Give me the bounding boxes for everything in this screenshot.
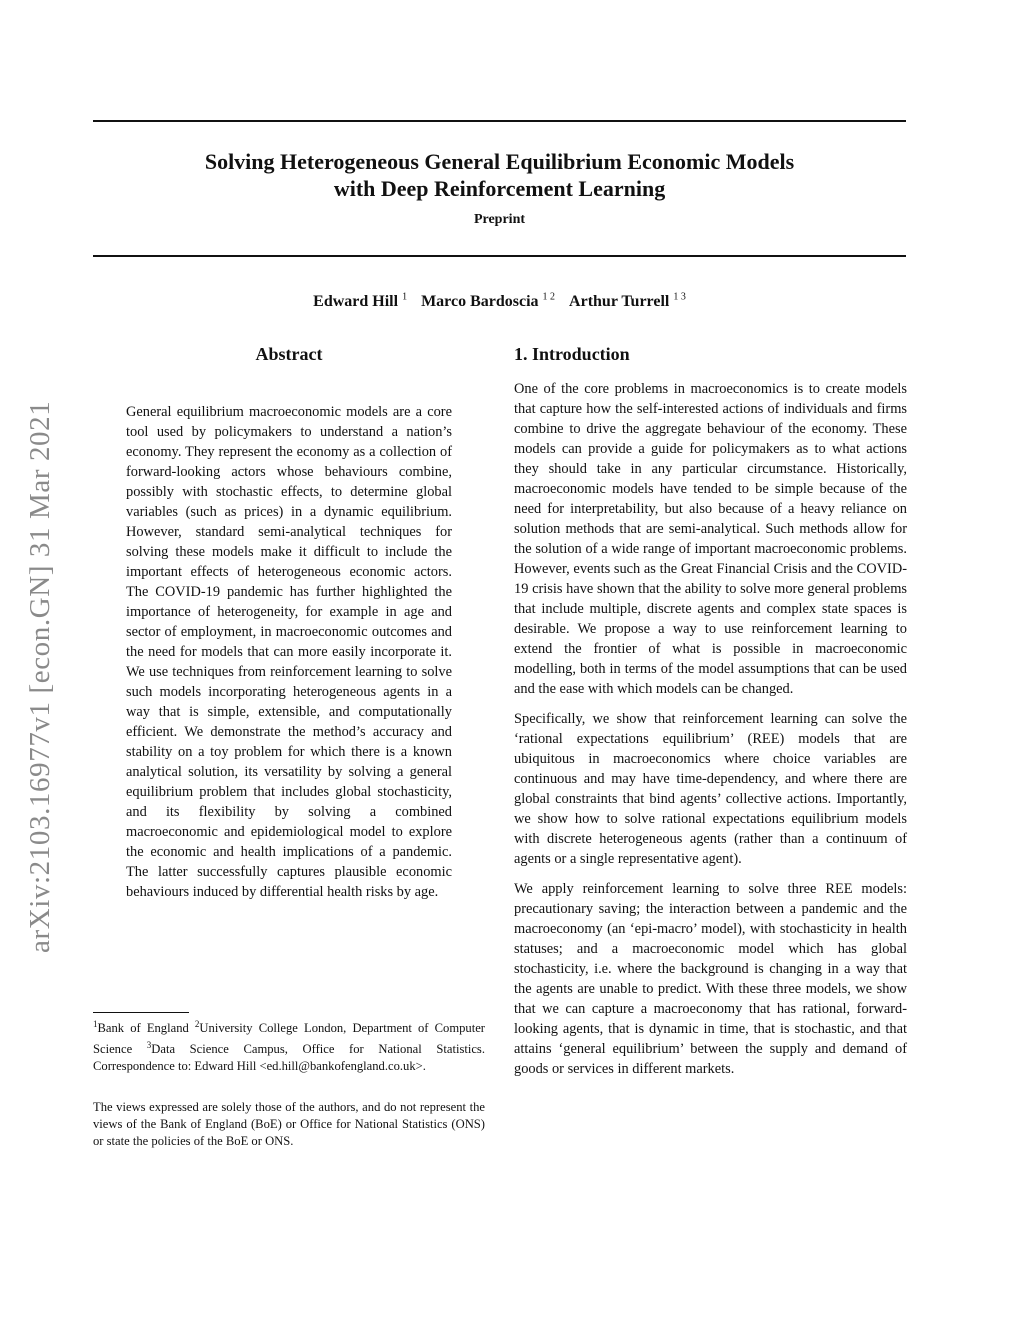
- header-rule-top: [93, 120, 906, 122]
- affiliation-text: Bank of England: [97, 1021, 195, 1036]
- affiliation-mark: 2: [194, 1019, 200, 1029]
- introduction-heading: 1. Introduction: [514, 344, 630, 364]
- introduction-paragraph: Specifically, we show that reinforcement learning can solve the ‘rational expectations equilibrium’ (REE) models that are ubiquitous in macroeconomics where choice variables are continuous and may have time-dependency, and where there are global constraints that bind agents’ collective actions. Importantly, we show how to solve rational expectations equilibrium models with discrete heterogeneous agents (rather than a continuum of agents or a single representative agent).: [514, 711, 907, 867]
- disclaimer-footnote: [93, 1099, 485, 1150]
- author: [313, 293, 407, 310]
- abstract-paragraph: General equilibrium macroeconomic models are a core tool used by policymakers to understand a nation’s economy. They represent the economy as a collection of forward-looking actors whose behaviours combine, possibly with stochastic effects, to determine global variables (such as prices) in a dynamic equilibrium. However, standard semi-analytical techniques for solving these models make it difficult to include the important effects of heterogeneous economic actors. The COVID-19 pandemic has further highlighted the importance of heterogeneity, for example in age and sector of employment, in macroeconomic outcomes and the need for models that can more easily incorporate it. We use techniques from reinforcement learning to solve such models incorporating heterogeneous agents in a way that is simple, extensible, and computationally efficient. We demonstrate the method’s accuracy and stability on a toy problem for which there is a known analytical solution, its versatility by solving a general equilibrium problem that includes global stochasticity, and its flexibility by solving a combined macroeconomic and epidemiological model to explore the economic and health implications of a pandemic. The latter successfully captures plausible economic behaviours induced by differential health risks by age.: [126, 404, 452, 900]
- affiliation-mark: 3: [146, 1040, 152, 1051]
- author-name: Edward Hill: [313, 293, 399, 311]
- author: [569, 293, 686, 310]
- arxiv-stamp: arXiv:2103.16977v1 [econ.GN] 31 Mar 2021: [24, 400, 56, 953]
- affiliation-footnote: [93, 1016, 485, 1075]
- author-affiliation: 1 2: [542, 292, 556, 303]
- affiliation-mark: 1: [93, 1019, 98, 1029]
- affiliation-text: Data Science Campus, Office for National Statistics. Correspondence to: Edward Hill <ed.hill@bankofengland.co.uk>.: [93, 1042, 485, 1074]
- author-name: Marco Bardoscia: [421, 293, 539, 311]
- introduction-body: [514, 379, 907, 1089]
- header-rule-bottom: [93, 255, 906, 257]
- title-line-1: Solving Heterogeneous General Equilibrium Economic Models: [204, 149, 795, 174]
- author-list: [93, 292, 906, 311]
- abstract-heading: Abstract: [255, 344, 323, 364]
- author-affiliation: 1 3: [673, 292, 686, 303]
- author: [421, 293, 555, 310]
- introduction-paragraph: We apply reinforcement learning to solve three REE models: precautionary saving; the interaction between a pandemic and the macroeconomy (an ‘epi-macro’ model), with stochasticity in health statuses; and a macroeconomic model which has global stochasticity, i.e. where the background is changing in a way that the agents are unable to predict. With these three models, we show that we can capture a macroeconomy that has rational, forward-looking agents, that is dynamic in time, that is stochastic, and that attains ‘general equilibrium’ between the supply and demand of goods or services in different markets.: [514, 881, 907, 1077]
- paper-title: [93, 148, 906, 202]
- title-line-2: with Deep Reinforcement Learning: [333, 176, 666, 201]
- introduction-paragraph: One of the core problems in macroeconomics is to create models that capture how the self-interested actions of individuals and firms combine to drive the aggregate behaviour of the economy. These models can provide a guide for policymakers as to what actions they should take in any particular circumstance. Historically, macroeconomic models have tended to be simple because of the need for interpretability, but also because of a heavy reliance on solution methods that are semi-analytical. Such methods allow for the solution of a wide range of important macroeconomic problems. However, events such as the Great Financial Crisis and the COVID-19 crisis have shown that the ability to solve more general problems that include multiple, discrete agents and complex state spaces is desirable. We propose a way to use reinforcement learning to extend the frontier of what is possible in macroeconomic modelling, both in terms of the model assumptions that can be used and the ease with which models can be changed.: [514, 381, 907, 697]
- disclaimer-text: The views expressed are solely those of the authors, and do not represent the views of the Bank of England (BoE) or Office for National Statistics (ONS) or state the policies of the BoE or ONS.: [93, 1100, 485, 1148]
- author-affiliation: 1: [402, 292, 408, 303]
- abstract-body: [126, 402, 452, 902]
- footnote-divider: [93, 1012, 189, 1013]
- affiliation-text: University College London, Department of Computer Science: [93, 1021, 485, 1057]
- author-name: Arthur Turrell: [569, 293, 670, 311]
- paper-subtitle: Preprint: [473, 212, 526, 227]
